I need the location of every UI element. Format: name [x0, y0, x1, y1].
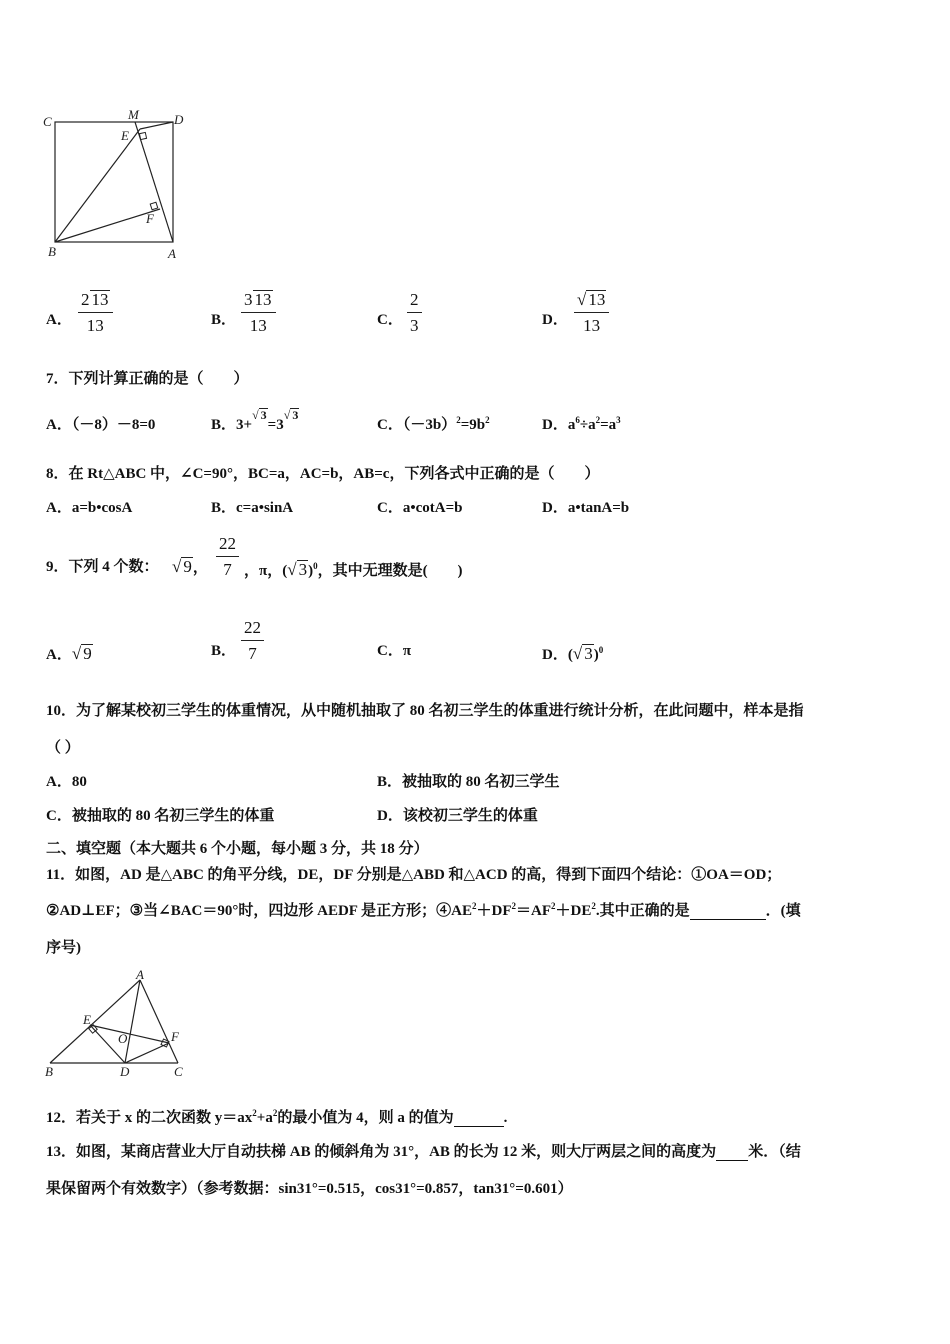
q8-option-d: D．a•tanA=b — [542, 500, 630, 516]
q10-option-b: B．被抽取的 80 名初三学生 — [377, 774, 560, 790]
q12-answer-blank[interactable] — [454, 1111, 504, 1127]
q10-option-a: A．80 — [46, 774, 87, 790]
q9-option-b-fraction: 22 7 — [241, 618, 264, 664]
q11-answer-blank[interactable] — [690, 904, 766, 920]
q6-option-d-fraction: √ 13 13 — [574, 290, 609, 336]
q10-option-c: C．被抽取的 80 名初三学生的体重 — [46, 808, 275, 824]
triangle-figure — [40, 968, 190, 1078]
q9-stem-tail: ，π，(√ 3)$^0$，其中无理数是( ) — [244, 560, 463, 579]
q9-sqrt9: √ 9， — [172, 557, 208, 576]
q7-option-b: B．$3+^{√ 3}=3^{√ 3}$ — [211, 408, 299, 433]
label-a: A — [168, 246, 176, 261]
label-f: F — [146, 211, 154, 226]
q8-option-c: C．a•cotA=b — [377, 500, 463, 516]
q6-option-c-fraction: 2 3 — [407, 290, 422, 336]
segment-be — [55, 129, 140, 242]
q6-option-d-label: D． — [542, 312, 568, 328]
q11-line2: ②AD⊥EF；③当∠BAC＝90°时，四边形 AEDF 是正方形；$④AE^2+DF^2=AF^2+DE^2$.其中正确的是 ．(填 — [46, 901, 801, 919]
section-2-heading: 二、填空题（本大题共 6 个小题，每小题 3 分，共 18 分） — [46, 841, 429, 857]
label-m: M — [128, 107, 139, 122]
label-b: B — [45, 1064, 53, 1078]
q10-option-d: D．该校初三学生的体重 — [377, 808, 538, 824]
label-e: E — [121, 128, 129, 143]
label-c: C — [174, 1064, 183, 1078]
q11-line3: 序号) — [46, 940, 81, 956]
q8-option-a: A．a=b•cosA — [46, 500, 133, 516]
label-c: C — [43, 114, 52, 129]
label-a: A — [136, 968, 144, 982]
q9-stem-prefix: 9．下列 4 个数： — [46, 559, 159, 575]
q6-option-b-fraction: 3 13 13 — [241, 290, 276, 336]
label-o: O — [118, 1031, 128, 1046]
q9-option-c: C．π — [377, 643, 412, 659]
segment-bf — [55, 209, 160, 242]
q8-option-b: B．c=a•sinA — [211, 500, 294, 516]
q6-option-a-fraction: 2 13 13 — [78, 290, 113, 336]
q11-line1: 11．如图，AD 是△ABC 的角平分线，DE，DF 分别是△ABD 和△ACD 的高，得到下面四个结论：①OA＝OD； — [46, 867, 782, 883]
segment-df — [125, 1043, 169, 1063]
q9-option-d: D．(√ 3)$^0$ — [542, 644, 604, 663]
q12-stem: 12．若关于 x 的二次函数 $y=ax^2+a^2$的最小值为 4，则 a 的值为 . — [46, 1108, 508, 1126]
q9-option-a: A．√ 9 — [46, 644, 92, 663]
q7-option-d: D．$a^6\div a^2=a^3$ — [542, 415, 621, 433]
q6-option-a-label: A． — [46, 312, 72, 328]
q13-line1: 13．如图，某商店营业大厅自动扶梯 AB 的倾斜角为 31°，AB 的长为 12 米，则大厅两层之间的高度为 米．（结 — [46, 1144, 801, 1160]
q8-stem: 8．在 Rt△ABC 中，∠C=90°，BC=a，AC=b，AB=c，下列各式中正确的是（ ） — [46, 466, 600, 482]
q6-option-b-label: B． — [211, 312, 237, 328]
q9-option-b-label: B． — [211, 643, 237, 659]
q6-option-c-label: C． — [377, 312, 403, 328]
label-f: F — [171, 1029, 179, 1044]
segment-ab — [50, 980, 140, 1063]
q13-answer-blank[interactable] — [716, 1145, 748, 1161]
segment-ed — [140, 122, 173, 129]
label-b: B — [48, 244, 56, 259]
q10-stem-line1: 10．为了解某校初三学生的体重情况，从中随机抽取了 80 名初三学生的体重进行统计分析，在此问题中，样本是指 — [46, 703, 804, 719]
q9-fraction: 22 7 — [216, 534, 239, 580]
square-figure — [40, 105, 200, 265]
segment-ac — [140, 980, 178, 1063]
q13-line2: 果保留两个有效数字）（参考数据：sin31°=0.515，cos31°=0.857，tan31°=0.601） — [46, 1181, 573, 1197]
label-e: E — [83, 1012, 91, 1027]
q7-option-c: C．$(-3b)^2=9b^2$ — [377, 415, 490, 433]
q10-stem-line2: （ ） — [46, 740, 80, 756]
label-d: D — [120, 1064, 130, 1078]
q7-option-a: A．（－8）－8=0 — [46, 417, 156, 433]
label-d: D — [174, 112, 184, 127]
q7-stem: 7．下列计算正确的是（ ） — [46, 371, 249, 387]
